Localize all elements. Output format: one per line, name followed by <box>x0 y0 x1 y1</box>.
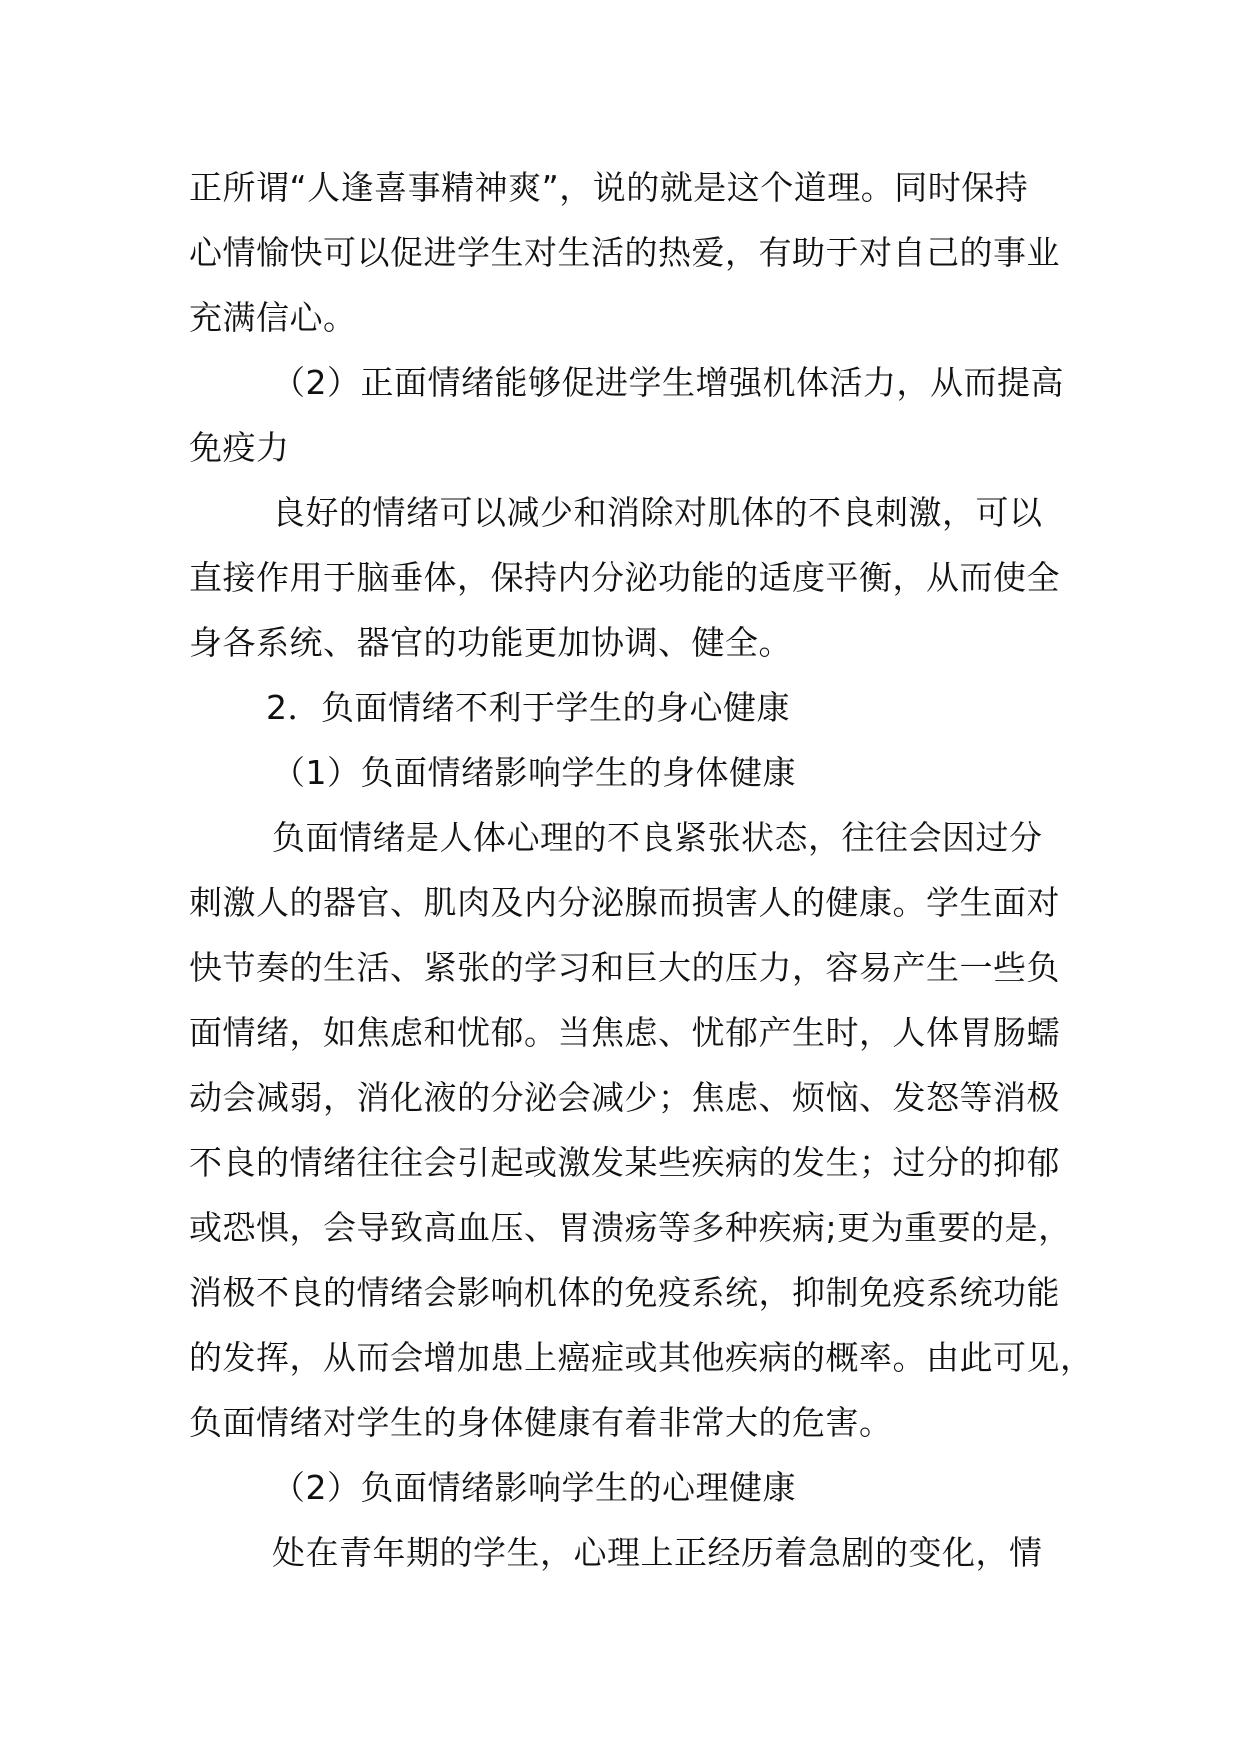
subheading-continuation: 免疫力 <box>189 428 290 467</box>
subheading: （1）负面情绪影响学生的身体健康 <box>272 753 796 792</box>
paragraph-line: 的发挥，从而会增加患上癌症或其他疾病的概率。由此可见， <box>189 1338 1094 1377</box>
paragraph-line: 刺激人的器官、肌肉及内分泌腺而损害人的健康。学生面对 <box>189 883 1060 922</box>
paragraph-line: 动会减弱，消化液的分泌会减少；焦虑、烦恼、发怒等消极 <box>189 1078 1060 1117</box>
paragraph-line: 快节奏的生活、紧张的学习和巨大的压力，容易产生一些负 <box>189 948 1060 987</box>
paragraph-line: 充满信心。 <box>189 298 357 337</box>
paragraph-line: 负面情绪是人体心理的不良紧张状态，往往会因过分 <box>272 818 1043 857</box>
paragraph-line: 处在青年期的学生，心理上正经历着急剧的变化，情 <box>272 1533 1043 1572</box>
paragraph-line: 面情绪，如焦虑和忧郁。当焦虑、忧郁产生时，人体胃肠蠕 <box>189 1013 1060 1052</box>
paragraph-line: 或恐惧，会导致高血压、胃溃疡等多种疾病;更为重要的是， <box>189 1208 1072 1247</box>
subheading: （2）负面情绪影响学生的心理健康 <box>272 1468 796 1507</box>
paragraph-line: 不良的情绪往往会引起或激发某些疾病的发生；过分的抑郁 <box>189 1143 1060 1182</box>
paragraph-line: 身各系统、器官的功能更加协调、健全。 <box>189 623 792 662</box>
paragraph-line: 负面情绪对学生的身体健康有着非常大的危害。 <box>189 1403 893 1442</box>
section-heading: 2．负面情绪不利于学生的身心健康 <box>266 688 790 727</box>
subheading: （2）正面情绪能够促进学生增强机体活力，从而提高 <box>272 363 1064 402</box>
paragraph-line: 心情愉快可以促进学生对生活的热爱，有助于对自己的事业 <box>189 233 1060 272</box>
paragraph-line: 消极不良的情绪会影响机体的免疫系统，抑制免疫系统功能 <box>189 1273 1060 1312</box>
paragraph-line: 良好的情绪可以减少和消除对肌体的不良刺激，可以 <box>272 493 1043 532</box>
paragraph-line: 直接作用于脑垂体，保持内分泌功能的适度平衡，从而使全 <box>189 558 1060 597</box>
paragraph-line: 正所谓“人逢喜事精神爽”，说的就是这个道理。同时保持 <box>189 168 1029 207</box>
